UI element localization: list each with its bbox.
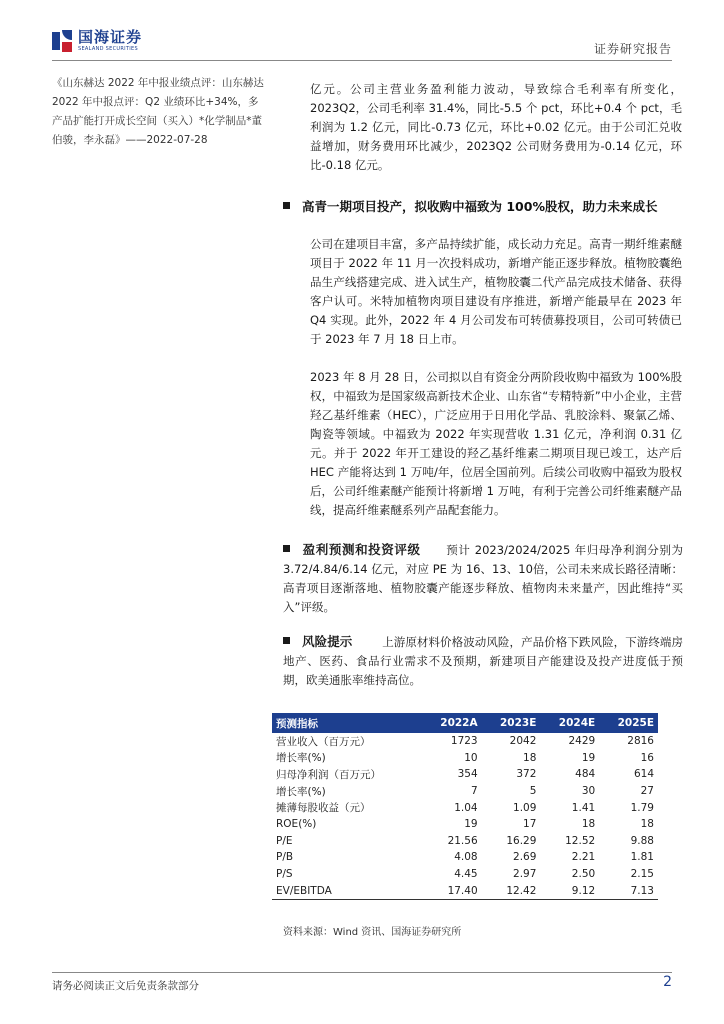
table-cell: 19	[581, 751, 596, 764]
table-row	[272, 849, 658, 866]
table-cell: 摊薄每股收益（元）	[276, 802, 371, 815]
forecast-table	[272, 713, 658, 900]
table-cell: EV/EBITDA	[272, 882, 422, 899]
table-cell: 17	[523, 818, 537, 831]
related-report-sidebar: 《山东赫达 2022 年中报业绩点评：山东赫达 2022 年中报点评：Q2 业绩环比+34%，多产品扩能打开成长空间（买入）*化学制品*董伯骏，李永磊》——2022-07-28	[52, 77, 264, 146]
report-type-title: 证券研究报告	[593, 42, 672, 56]
square-bullet-icon	[283, 637, 290, 644]
table-cell: 1723	[450, 735, 478, 748]
table-cell: 增长率(%)	[276, 752, 326, 765]
table-header-cell: 预测指标	[272, 713, 422, 733]
section-heading-text: 高青一期项目投产，拟收购中福致为 100%股权，助力未来成长	[302, 199, 658, 214]
page-number: 2	[663, 974, 672, 990]
table-cell: 归母净利润（百万元）	[276, 768, 381, 781]
logo-english-name: SEALAND SECURITIES	[78, 46, 138, 52]
table-cell: 1.79	[630, 801, 654, 814]
table-cell: 1.09	[513, 801, 537, 814]
table-cell: ROE(%)	[276, 818, 317, 831]
header-divider	[52, 60, 672, 61]
table-cell: 16.29	[506, 834, 537, 847]
square-bullet-icon	[283, 202, 290, 209]
square-bullet-icon	[283, 545, 290, 552]
paragraph-margin: 亿元。公司主营业务盈利能力波动，导致综合毛利率有所变化，2023Q2，公司毛利率 31.4%，同比-5.5 个 pct，环比+0.4 个 pct，毛利润为 1.2 亿元，同比-0.73 亿元，环比+0.02 亿元。由于公司汇兑收益增加，财务费用环比减少，2023Q2 公司财务费用为-0.14 亿元，环比-0.18 亿元。	[310, 82, 682, 172]
table-cell: 27	[640, 785, 654, 798]
table-cell: 10	[464, 751, 478, 764]
table-cell: 354	[457, 768, 478, 781]
table-cell: 2.21	[571, 851, 596, 864]
table-row	[272, 816, 658, 833]
table-row	[272, 882, 658, 899]
section-forecast-text: 预计 2023/2024/2025 年归母净利润分别为 3.72/4.84/6.14 亿元，对应 PE 为 16、13、10倍，公司未来成长路径清晰：高青项目逐渐落地、植物胶囊产能逐步释放、植物肉未来量产，因此维持“买入”评级。	[283, 543, 683, 614]
section-forecast-rating	[283, 540, 683, 617]
table-row	[272, 833, 658, 850]
table-cell: 18	[523, 751, 537, 764]
section-risk-warning	[283, 632, 683, 690]
paragraph-projects: 公司在建项目丰富，多产品持续扩能，成长动力充足。高青一期纤维素醚项目于 2022 年 11 月一次投料成功，新增产能正逐步释放。植物胶囊绝品生产线搭建完成、进入试生产，植物胶囊二代产品完成技术储备、获得客户认可。米特加植物肉项目建设有序推进，新增产能最早在 2023 年 Q4 实现。此外，2022 年 4 月公司发布可转债募投项目，公司可转债已于 2023 年 7 月 18 日上市。	[310, 237, 682, 346]
table-row	[272, 799, 658, 816]
table-cell: 增长率(%)	[276, 785, 326, 798]
table-cell: 21.56	[447, 834, 478, 847]
table-cell: 18	[581, 818, 596, 831]
table-row	[272, 766, 658, 783]
table-row	[272, 783, 658, 800]
table-cell: P/S	[276, 868, 293, 881]
section-risk-text: 上游原材料价格波动风险，产品价格下跌风险，下游终端房地产、医药、食品行业需求不及预期，新建项目产能建设及投产进度低于预期，欧美通胀率维持高位。	[283, 635, 683, 687]
table-cell: 2816	[627, 735, 654, 748]
table-cell: 18	[640, 818, 654, 831]
table-cell: 9.88	[630, 834, 654, 847]
table-cell: 17.40	[422, 882, 482, 899]
footer-divider	[52, 972, 672, 973]
logo-chinese-name: 国海证券	[78, 28, 143, 46]
table-cell: 614	[633, 768, 654, 781]
table-cell: 30	[581, 785, 596, 798]
table-cell: 2.15	[630, 868, 654, 881]
section-forecast-title: 盈利预测和投资评级	[302, 542, 421, 557]
table-row	[272, 866, 658, 883]
table-source-note: 资料来源：Wind 资讯、国海证券研究所	[283, 927, 462, 938]
paragraph-acquisition: 2023 年 8 月 28 日，公司拟以自有资金分两阶段收购中福致为 100%股权，中福致为是国家级高新技术企业、山东省“专精特新”中小企业，主营羟乙基纤维素（HEC），广泛应用于日用化学品、乳胶涂料、聚氯乙烯、陶瓷等领域。中福致为 2022 年实现营收 1.31 亿元，净利润 0.31 亿元。并于 2022 年开工建设的羟乙基纤维素二期项目现已竣工，达产后 HEC 产能将达到 1 万吨/年，位居全国前列。后续公司收购中福致为股权后，公司纤维素醚产能预计将新增 1 万吨，有利于完善公司纤维素醚产品线，提高纤维素醚系列产品配套能力。	[310, 370, 682, 517]
table-cell: P/E	[276, 834, 293, 847]
table-row	[272, 733, 658, 750]
table-cell: 4.08	[454, 851, 478, 864]
table-cell: 营业收入（百万元）	[276, 735, 371, 748]
table-cell: 19	[464, 818, 478, 831]
table-row	[272, 750, 658, 767]
section-heading-project	[283, 197, 683, 215]
table-cell: 16	[640, 751, 654, 764]
table-cell: 2429	[568, 735, 596, 748]
table-cell: 12.42	[482, 882, 541, 899]
table-header-cell: 2025E	[599, 713, 658, 733]
table-cell: 2.97	[513, 868, 537, 881]
table-cell: 1.41	[571, 801, 596, 814]
table-cell: 7.13	[599, 882, 658, 899]
table-cell: 9.12	[540, 882, 599, 899]
table-cell: 1.04	[454, 801, 478, 814]
table-cell: 2.50	[571, 868, 596, 881]
table-cell: 5	[529, 785, 537, 798]
table-header-row	[272, 713, 658, 733]
table-cell: 484	[575, 768, 596, 781]
table-cell: 1.81	[630, 851, 654, 864]
table-header-cell: 2024E	[540, 713, 599, 733]
table-cell: 7	[470, 785, 478, 798]
table-cell: 372	[516, 768, 537, 781]
table-header-cell: 2023E	[482, 713, 541, 733]
table-cell: 12.52	[565, 834, 596, 847]
footer-disclaimer: 请务必阅读正文后免责条款部分	[52, 980, 199, 992]
logo-mark-icon	[52, 30, 74, 52]
section-risk-title: 风险提示	[302, 634, 353, 649]
table-cell: 4.45	[454, 868, 478, 881]
table-cell: P/B	[276, 851, 294, 864]
table-cell: 2.69	[513, 851, 537, 864]
company-logo	[52, 30, 142, 52]
table-cell: 2042	[509, 735, 537, 748]
table-header-cell: 2022A	[422, 713, 482, 733]
